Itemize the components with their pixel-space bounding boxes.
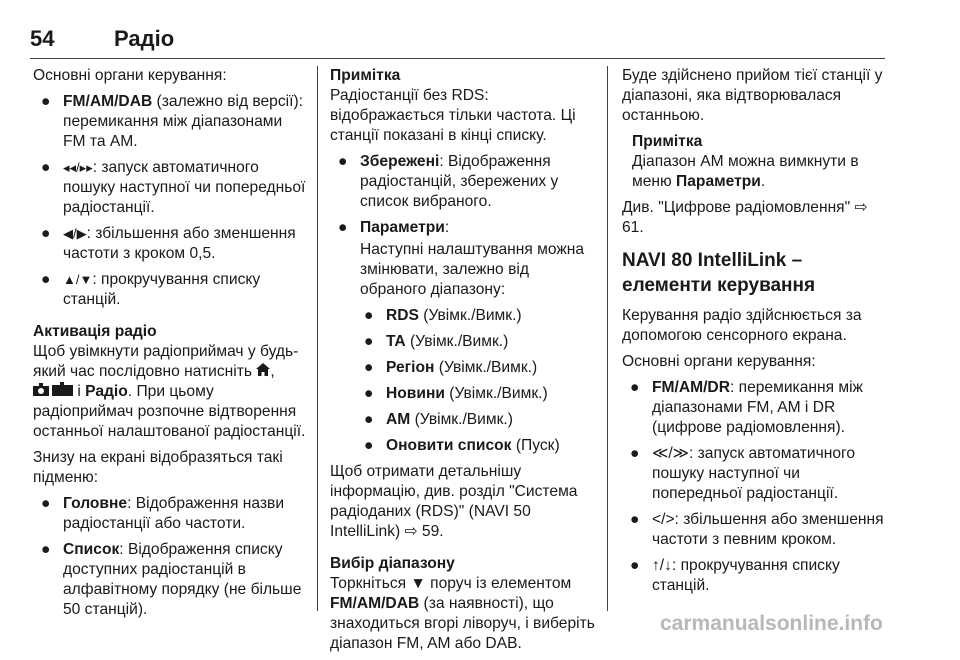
list-item xyxy=(33,540,309,620)
list-item xyxy=(330,306,598,326)
list-item xyxy=(330,384,598,404)
watermark: carmanualsonline.info xyxy=(660,612,883,635)
seek-icon: ≪/≫ xyxy=(652,445,689,462)
item-text: (Увімк./Вимк.) xyxy=(444,385,548,402)
list-item xyxy=(622,444,884,504)
tune-arrows-icon: </> xyxy=(652,511,675,528)
item-text: : xyxy=(444,219,450,236)
bullet-icon: ● xyxy=(41,495,51,512)
bullet-icon: ● xyxy=(338,153,348,170)
list-item xyxy=(330,152,598,212)
list-item xyxy=(33,270,309,310)
paragraph: Буде здійснено прийом тієї станції у діапазоні, яка відтворювалася останньою. xyxy=(622,67,883,124)
list-item xyxy=(330,332,598,352)
bullet-icon: ● xyxy=(630,557,640,574)
activation-heading: Активація радіо xyxy=(33,323,157,340)
list-item xyxy=(622,378,884,438)
bullet-icon: ● xyxy=(630,379,640,396)
list-item xyxy=(33,494,309,534)
band-text: Торкніться ▼ поруч із елементом FM/AM/DAB (за наявності), що знаходиться вгорі ліворуч, і виберіть діапазон FM, AM або DAB. xyxy=(330,575,595,652)
bullet-icon: ● xyxy=(364,385,374,402)
item-text: (Увімк./Вимк.) xyxy=(434,359,538,376)
list-item xyxy=(330,410,598,430)
item-text: (Увімк./Вимк.) xyxy=(405,333,509,350)
list-item xyxy=(33,92,309,152)
bullet-icon: ● xyxy=(41,225,51,242)
item-label: Регіон xyxy=(386,359,435,376)
bullet-icon: ● xyxy=(41,271,51,288)
item-label: Список xyxy=(63,541,120,558)
list-item xyxy=(622,510,884,550)
params-text: Наступні налаштування можна змінювати, залежно від обраного діапазону: xyxy=(360,241,585,298)
control-text: Керування радіо здійснюється за допомогою сенсорного екрана. xyxy=(622,307,862,344)
column-divider xyxy=(317,66,318,611)
item-label: FM/AM/DR xyxy=(652,379,730,396)
item-label: Новини xyxy=(386,385,445,402)
submenu-intro: Знизу на екрані відобразяться такі підменю: xyxy=(33,449,283,486)
item-text: : Відображення списку доступних радіостанцій в алфавітному порядку (не більше 50 станцій). xyxy=(63,541,302,618)
column-2 xyxy=(330,66,598,660)
band-heading: Вибір діапазону xyxy=(330,555,455,572)
note-text: Радіостанції без RDS: відображається тільки частота. Ці станції показані в кінці списку. xyxy=(330,87,576,144)
column-1 xyxy=(33,66,309,626)
activation-text: Щоб увімкнути радіоприймач у будь-який час послідовно натисніть , і Радіо. При цьому радіоприймач розпочне відтворення останньої налаштованої радіостанції. xyxy=(33,343,306,440)
bullet-icon: ● xyxy=(364,333,374,350)
bullet-icon: ● xyxy=(364,437,374,454)
seek-icon: ◂◂/▸▸ xyxy=(63,160,93,175)
list-item xyxy=(33,224,309,264)
media-icon xyxy=(33,383,73,400)
info-text: Щоб отримати детальнішу інформацію, див. розділ "Система радіоданих (RDS)" (NAVI 50 IntelliLink) ⇨ 59. xyxy=(330,463,578,540)
item-label: Оновити список xyxy=(386,437,512,454)
column-3 xyxy=(622,66,884,602)
bullet-icon: ● xyxy=(364,411,374,428)
item-text: : Відображення назви радіостанції або частоти. xyxy=(63,495,285,532)
item-text: (залежно від версії): перемикання між діапазонами FM та AM. xyxy=(63,93,303,150)
item-label: Параметри xyxy=(360,219,445,236)
item-label: Головне xyxy=(63,495,128,512)
section-heading: NAVI 80 IntelliLink – елементи керування xyxy=(622,250,816,296)
bullet-icon: ● xyxy=(41,93,51,110)
scroll-arrows-icon: ↑/↓ xyxy=(652,557,672,574)
item-text: : запуск автоматичного пошуку наступної чи попередньої радіостанції. xyxy=(652,445,856,502)
reference-text: Див. "Цифрове радіомовлення" ⇨ 61. xyxy=(622,199,868,236)
page-title: Радіо xyxy=(114,26,175,51)
item-label: Збережені xyxy=(360,153,440,170)
home-icon xyxy=(256,363,270,380)
header-rule xyxy=(30,58,885,59)
item-text: : прокручування списку станцій. xyxy=(652,557,840,594)
bullet-icon: ● xyxy=(630,445,640,462)
list-item xyxy=(330,358,598,378)
note-block xyxy=(632,132,884,192)
bullet-icon: ● xyxy=(364,359,374,376)
item-text: : прокручування списку станцій. xyxy=(63,271,261,308)
item-text: : збільшення або зменшення частоти з кроком 0,5. xyxy=(63,225,296,262)
item-label: TA xyxy=(386,333,406,350)
tune-arrows-icon: ◀/▶ xyxy=(63,226,87,241)
radio-label: Радіо xyxy=(85,383,128,400)
item-text: (Пуск) xyxy=(511,437,560,454)
item-text: : перемикання між діапазонами FM, AM і DR (цифрове радіомовлення). xyxy=(652,379,863,436)
item-label: AM xyxy=(386,411,411,428)
item-label: FM/AM/DAB xyxy=(63,93,153,110)
controls-intro: Основні органи керування: xyxy=(33,67,227,84)
controls-intro: Основні органи керування: xyxy=(622,353,816,370)
item-text: : Відображення радіостанцій, збережених у список вибраного. xyxy=(360,153,559,210)
note-text: Діапазон AM можна вимкнути в меню Параметри. xyxy=(632,153,859,190)
note-title: Примітка xyxy=(330,67,401,84)
page-header xyxy=(30,26,885,56)
item-label: RDS xyxy=(386,307,419,324)
bullet-icon: ● xyxy=(41,159,51,176)
list-item xyxy=(330,218,598,238)
note-title: Примітка xyxy=(632,133,703,150)
bullet-icon: ● xyxy=(338,219,348,236)
item-text: (Увімк./Вимк.) xyxy=(410,411,513,428)
list-item xyxy=(33,158,309,218)
list-item xyxy=(622,556,884,596)
item-text: : запуск автоматичного пошуку наступної чи попередньої радіостанції. xyxy=(63,159,306,216)
item-text: (Увімк./Вимк.) xyxy=(418,307,522,324)
scroll-arrows-icon: ▲/▼ xyxy=(63,272,93,287)
list-item xyxy=(330,436,598,456)
page-number: 54 xyxy=(30,26,55,51)
item-text: : збільшення або зменшення частоти з певним кроком. xyxy=(652,511,884,548)
column-divider xyxy=(607,66,608,611)
bullet-icon: ● xyxy=(364,307,374,324)
bullet-icon: ● xyxy=(630,511,640,528)
bullet-icon: ● xyxy=(41,541,51,558)
